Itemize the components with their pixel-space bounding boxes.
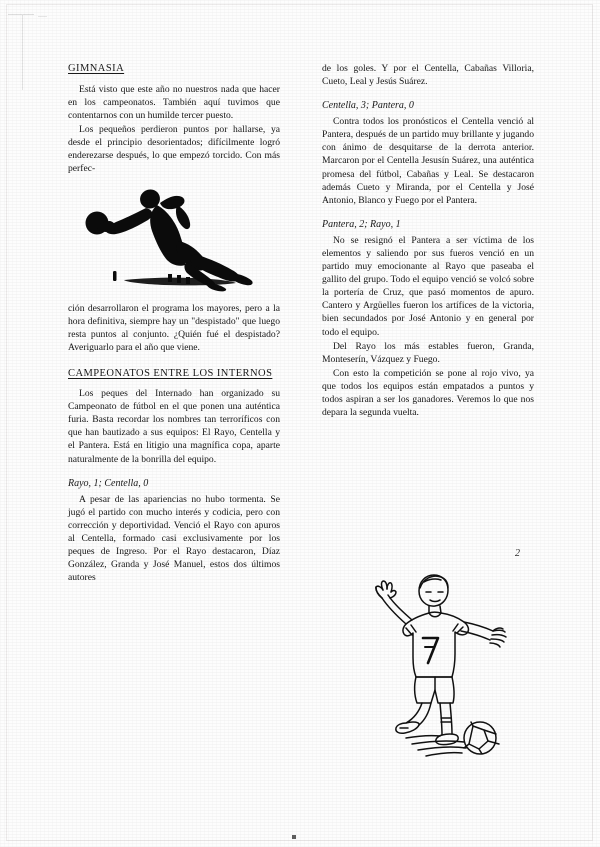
scan-artifact-top-left xyxy=(8,14,34,15)
page-number: 2 xyxy=(515,548,520,559)
diving-goalkeeper-silhouette-icon xyxy=(64,185,280,293)
figure-soccer-player xyxy=(340,562,530,757)
match-heading-pantera-rayo: Pantera, 2; Rayo, 1 xyxy=(322,218,401,230)
figure-goalkeeper xyxy=(64,185,280,293)
section-heading-campeonatos: CAMPEONATOS ENTRE LOS INTERNOS xyxy=(68,367,273,379)
match-heading-rayo-centella: Rayo, 1; Centella, 0 xyxy=(68,477,149,489)
paragraph: Está visto que este año no nuestros nada que hacer en los campeonatos. También aquí tuvimos que contentarnos con un humilde tercer puesto. xyxy=(68,83,280,121)
paragraph: Los pequeños perdieron puntos por hallarse, ya desde el principio desorientados; difícilmente logró enderezarse después, lo que empezó torcido. Con más perfec- xyxy=(68,123,280,175)
paragraph: ción desarrollaron el programa los mayores, pero a la hora definitiva, siempre hay un "despistado" que luego resta puntos al conjunto. ¿Quién fué el despistado? Averiguarlo para el año que viene. xyxy=(68,303,280,354)
right-column xyxy=(322,62,534,762)
paragraph: Del Rayo los más estables fueron, Granda, Monteserín, Vázquez y Fuego. xyxy=(322,340,534,365)
left-column xyxy=(68,62,280,762)
paragraph: Contra todos los pronósticos el Centella venció al Pantera, después de un partido muy brillante y jugando con ánimo de desquitarse de la derrota anterior. Marcaron por el Centella Jesusín Suárez, una auténtica promesa del fútbol, Cabañas y Leal. Se destacaron además Cueto y Miranda, por el Centella y José Antonio, Blanco y Fuego por el Pantera. xyxy=(322,116,534,206)
paragraph: Los peques del Internado han organizado su Campeonato de fútbol en el que ponen una auténtica furia. Basta recordar los nombres tan terroríficos con que han bautizado a sus equipos: El Rayo, Centella y el Pantera. Está en litigio una magnífica copa, aparte naturalmente de la bonrilla del equipo. xyxy=(68,388,280,465)
section-heading-gimnasia: GIMNASIA xyxy=(68,63,125,74)
paragraph: A pesar de las apariencias no hubo tormenta. Se jugó el partido con mucho interés y codicia, pero con corrección y deportividad. Venció el Rayo con apuros al Centella, formado casi exclusivamente por los peques de Ingreso. Por el Rayo destacaron, Díaz González, Granda y José Manuel, estos dos últimos autores xyxy=(68,493,280,584)
paragraph-continuation: de los goles. Y por el Centella, Cabañas Villoria, Cueto, Leal y Jesús Suárez. xyxy=(322,63,534,88)
scan-artifact-bottom xyxy=(292,835,296,839)
soccer-player-line-drawing-icon xyxy=(340,562,530,757)
match-heading-centella-pantera: Centella, 3; Pantera, 0 xyxy=(322,100,414,112)
paragraph: Con esto la competición se pone al rojo vivo, ya que todos los equipos están empatados a puntos y todos aspiran a ser los ganadores. Veremos lo que nos depara la segunda vuelta. xyxy=(322,367,534,419)
scan-artifact-vertical-line xyxy=(22,14,23,90)
scan-artifact-top xyxy=(38,16,47,17)
paragraph: No se resignó el Pantera a ser víctima de los elementos y saliendo por sus fueros venció en un partido muy emocionante al Rayo que paseaba el gallito del grupo. Todo el equipo venció se volcó sobre la portería de Cruz, que pasó momentos de apuro. Cantero y Argüelles fueron los artífices de la victoria, bien secundados por José Antonio y en general por todo el equipo. xyxy=(322,234,534,338)
two-column-layout xyxy=(68,62,534,762)
